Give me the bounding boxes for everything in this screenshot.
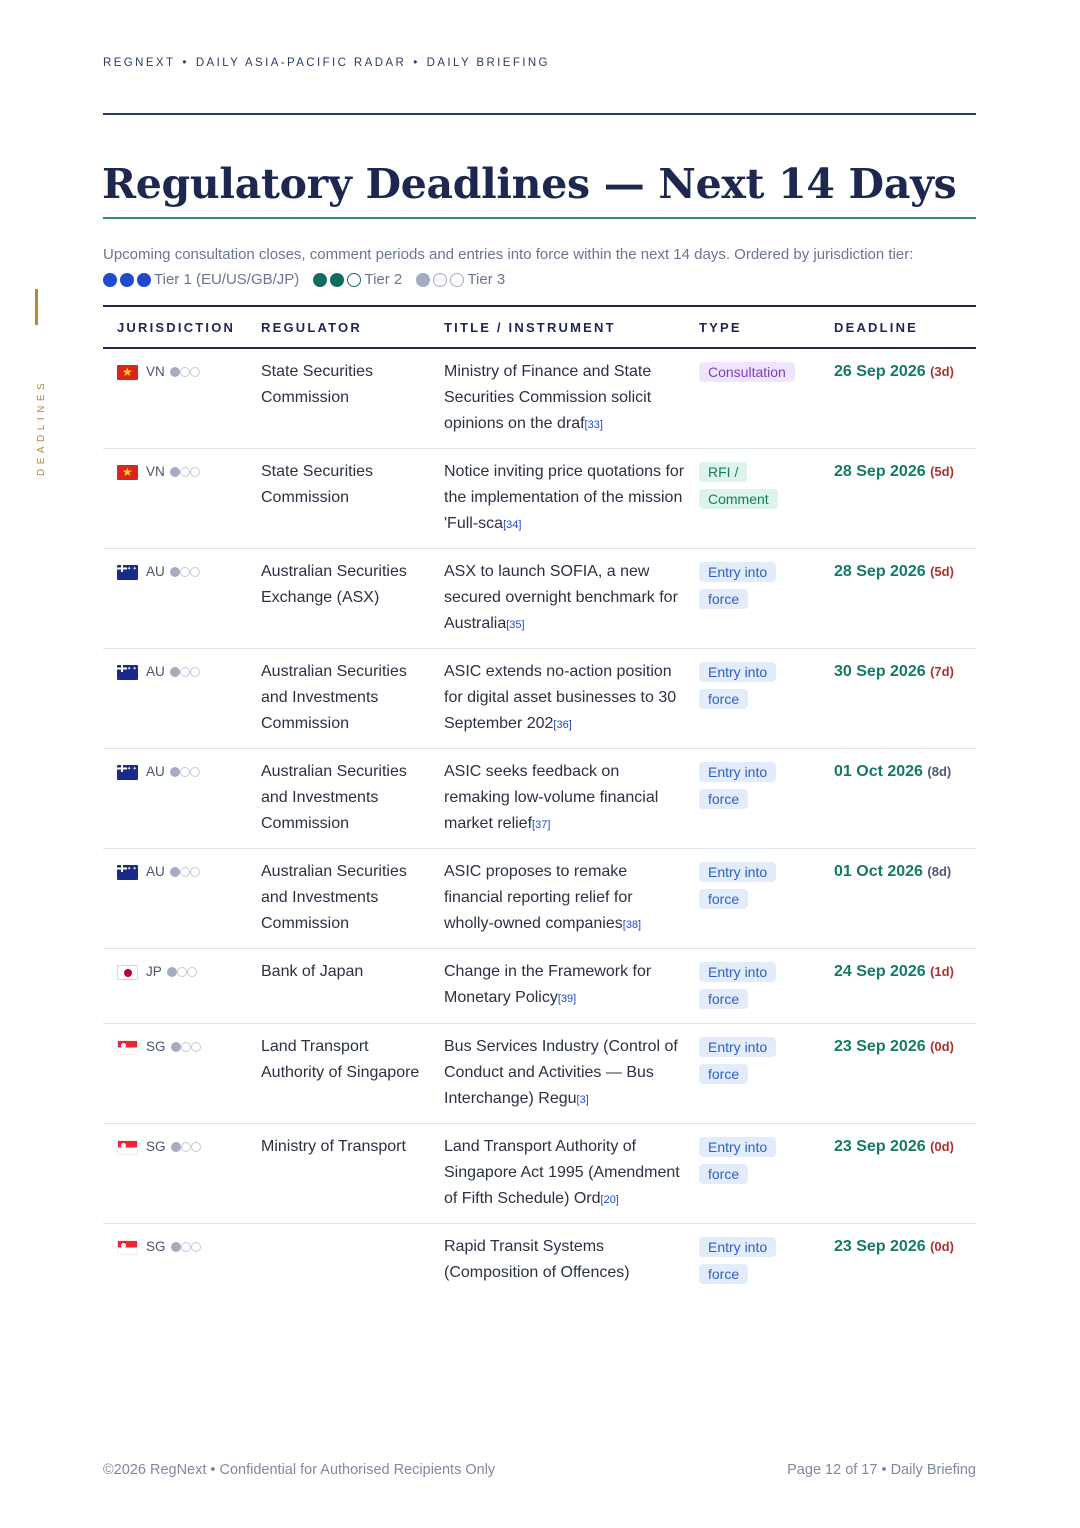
- tier-indicator: [170, 767, 200, 777]
- cell-type: [685, 1124, 820, 1224]
- tier-dot-empty-icon: [181, 1142, 191, 1152]
- tier-dot-empty-icon: [190, 867, 200, 877]
- table-body: [103, 348, 976, 1298]
- table-row: [103, 649, 976, 749]
- tier-dot-empty-icon: [180, 567, 190, 577]
- jurisdiction-code: AU: [146, 864, 165, 879]
- cell-title: [430, 849, 685, 949]
- days-remaining: (0d): [930, 1139, 954, 1154]
- type-badge: Entry into force: [699, 662, 776, 709]
- days-remaining: (8d): [927, 764, 952, 779]
- citation-link[interactable]: [3]: [576, 1094, 589, 1106]
- vietnam-flag-icon: [117, 365, 138, 380]
- jurisdiction: [117, 1134, 247, 1160]
- cell-regulator: Australian Securities and Investments Commission: [261, 763, 407, 832]
- singapore-flag-icon: [117, 1140, 138, 1155]
- footer-page-info: Page 12 of 17 • Daily Briefing: [787, 1462, 976, 1478]
- cell-type: [685, 1224, 820, 1299]
- japan-flag-icon: [117, 965, 138, 980]
- days-remaining: (3d): [930, 364, 954, 379]
- instrument-title: Ministry of Finance and State Securities Commission solicit opinions on the draf: [444, 363, 652, 432]
- days-remaining: (0d): [930, 1039, 954, 1054]
- jurisdiction-code: JP: [146, 964, 162, 979]
- intro-description: Upcoming consultation closes, comment periods and entries into force within the next 14 days. Ordered by jurisdiction tier:: [103, 246, 914, 263]
- tier-dot-empty-icon: [190, 667, 200, 677]
- instrument-title: ASIC proposes to remake financial reporting relief for wholly-owned companies: [444, 863, 633, 932]
- cell-title: [430, 1124, 685, 1224]
- cell-jurisdiction: [103, 949, 247, 1024]
- column-header-regulator: REGULATOR: [261, 319, 362, 335]
- legend-tier-1: [103, 267, 299, 292]
- intro-text: [103, 242, 983, 295]
- legend-tier-2: [313, 267, 402, 292]
- citation-link[interactable]: [36]: [553, 719, 572, 731]
- tier-dot-empty-icon: [433, 273, 447, 287]
- jurisdiction: [117, 559, 247, 585]
- jurisdiction-code: AU: [146, 664, 165, 679]
- tier-dot-empty-icon: [347, 273, 361, 287]
- cell-deadline: [820, 849, 976, 949]
- cell-regulator: State Securities Commission: [261, 463, 374, 506]
- cell-regulator: State Securities Commission: [261, 363, 374, 406]
- cell-type: [685, 549, 820, 649]
- instrument-title: ASIC extends no-action position for digital asset businesses to 30 September 202: [444, 663, 677, 732]
- cell-title: [430, 549, 685, 649]
- tier-dot-icon: [120, 273, 134, 287]
- days-remaining: (7d): [930, 664, 954, 679]
- cell-deadline: [820, 949, 976, 1024]
- section-side-label: DEADLINES: [36, 378, 47, 476]
- tier-indicator: [170, 667, 200, 677]
- type-badge: Entry into force: [699, 862, 776, 909]
- tier-dot-icon: [170, 567, 180, 577]
- deadline-date: 23 Sep 2026: [834, 1038, 926, 1055]
- deadline-date: 28 Sep 2026: [834, 463, 926, 480]
- jurisdiction: [117, 959, 247, 985]
- tier-dot-icon: [167, 967, 177, 977]
- cell-type: [685, 849, 820, 949]
- type-badge: Consultation: [699, 362, 795, 382]
- tier-dot-icon: [103, 273, 117, 287]
- cell-deadline: [820, 749, 976, 849]
- cell-jurisdiction: [103, 348, 247, 449]
- australia-flag-icon: [117, 865, 138, 880]
- singapore-flag-icon: [117, 1240, 138, 1255]
- tier-indicator: [170, 367, 200, 377]
- tier-dot-empty-icon: [190, 367, 200, 377]
- citation-link[interactable]: [37]: [532, 819, 551, 831]
- deadline-date: 28 Sep 2026: [834, 563, 926, 580]
- table-row: [103, 749, 976, 849]
- table-row: [103, 449, 976, 549]
- column-header-title: TITLE / INSTRUMENT: [444, 319, 616, 335]
- tier-dot-icon: [330, 273, 344, 287]
- column-header-jurisdiction: JURISDICTION: [117, 319, 236, 335]
- instrument-title: Change in the Framework for Monetary Policy: [444, 963, 652, 1006]
- cell-jurisdiction: [103, 1024, 247, 1124]
- table-row: [103, 549, 976, 649]
- deadline-date: 24 Sep 2026: [834, 963, 926, 980]
- cell-title: [430, 949, 685, 1024]
- instrument-title: ASIC seeks feedback on remaking low-volume financial market relief: [444, 763, 659, 832]
- days-remaining: (5d): [930, 464, 954, 479]
- citation-link[interactable]: [38]: [622, 919, 642, 931]
- jurisdiction: [117, 459, 247, 485]
- cell-regulator: Australian Securities and Investments Commission: [261, 663, 407, 732]
- tier-dot-icon: [171, 1242, 181, 1252]
- tier-dot-empty-icon: [181, 1242, 191, 1252]
- tier-dot-icon: [170, 467, 180, 477]
- cell-title: [430, 749, 685, 849]
- jurisdiction-code: AU: [146, 764, 165, 779]
- instrument-title: Rapid Transit Systems (Composition of Offences): [444, 1238, 630, 1281]
- tier-dot-empty-icon: [190, 567, 200, 577]
- header-publication: DAILY ASIA-PACIFIC RADAR: [195, 57, 407, 69]
- tier-dot-icon: [170, 667, 180, 677]
- citation-link[interactable]: [33]: [584, 419, 603, 431]
- tier-dot-icon: [170, 867, 180, 877]
- cell-jurisdiction: [103, 1124, 247, 1224]
- deadline-date: 23 Sep 2026: [834, 1138, 926, 1155]
- vietnam-flag-icon: [117, 465, 138, 480]
- citation-link[interactable]: [39]: [557, 993, 577, 1005]
- header-edition: DAILY BRIEFING: [426, 57, 550, 69]
- deadline-date: 30 Sep 2026: [834, 663, 926, 680]
- type-badge: RFI / Comment: [699, 462, 778, 509]
- tier-dot-icon: [170, 767, 180, 777]
- jurisdiction-code: SG: [146, 1239, 166, 1254]
- cell-deadline: [820, 549, 976, 649]
- tier-dot-empty-icon: [187, 967, 197, 977]
- table-row: [103, 348, 976, 449]
- tier-dot-icon: [416, 273, 430, 287]
- header-separator: •: [413, 57, 420, 69]
- tier-dot-icon: [170, 367, 180, 377]
- tier-indicator: [171, 1242, 201, 1252]
- tier-indicator: [171, 1142, 201, 1152]
- cell-title: [430, 1024, 685, 1124]
- header-brand: REGNEXT: [103, 57, 176, 69]
- tier-dot-empty-icon: [191, 1042, 201, 1052]
- type-badge: Entry into force: [699, 962, 776, 1009]
- jurisdiction-code: SG: [146, 1139, 166, 1154]
- tier-dot-empty-icon: [190, 467, 200, 477]
- column-header-deadline: DEADLINE: [834, 319, 919, 335]
- type-badge: Entry into force: [699, 1137, 776, 1184]
- page-header: [103, 57, 550, 69]
- page-title: Regulatory Deadlines — Next 14 Days: [102, 160, 957, 208]
- days-remaining: (8d): [927, 864, 952, 879]
- tier-dot-empty-icon: [177, 967, 187, 977]
- citation-link[interactable]: [20]: [600, 1194, 619, 1206]
- tier-dot-icon: [171, 1042, 181, 1052]
- type-badge: Entry into force: [699, 562, 776, 609]
- singapore-flag-icon: [117, 1040, 138, 1055]
- jurisdiction: [117, 859, 247, 885]
- table-row: [103, 1124, 976, 1224]
- tier-dot-empty-icon: [180, 867, 190, 877]
- cell-regulator: Australian Securities Exchange (ASX): [261, 563, 407, 606]
- cell-jurisdiction: [103, 549, 247, 649]
- cell-title: [430, 348, 685, 449]
- cell-regulator: Bank of Japan: [261, 963, 364, 980]
- jurisdiction-code: VN: [146, 364, 165, 379]
- citation-link[interactable]: [34]: [503, 519, 522, 531]
- deadlines-table: [103, 305, 976, 1298]
- days-remaining: (0d): [930, 1239, 954, 1254]
- table-header: [103, 306, 976, 348]
- cell-title: [430, 1224, 685, 1299]
- cell-type: [685, 749, 820, 849]
- cell-title: [430, 449, 685, 549]
- cell-jurisdiction: [103, 849, 247, 949]
- jurisdiction-code: VN: [146, 464, 165, 479]
- tier-indicator: [170, 567, 200, 577]
- tier-indicator: [170, 867, 200, 877]
- cell-jurisdiction: [103, 449, 247, 549]
- tier-dot-icon: [313, 273, 327, 287]
- cell-deadline: [820, 348, 976, 449]
- days-remaining: (5d): [930, 564, 954, 579]
- deadline-date: 26 Sep 2026: [834, 363, 926, 380]
- type-badge: Entry into force: [699, 1037, 776, 1084]
- tier-indicator: [171, 1042, 201, 1052]
- jurisdiction-code: SG: [146, 1039, 166, 1054]
- days-remaining: (1d): [930, 964, 954, 979]
- deadline-date: 01 Oct 2026: [834, 863, 923, 880]
- cell-deadline: [820, 1024, 976, 1124]
- jurisdiction: [117, 759, 247, 785]
- table-row: [103, 949, 976, 1024]
- table-row: [103, 1024, 976, 1124]
- cell-type: [685, 949, 820, 1024]
- type-badge: Entry into force: [699, 1237, 776, 1284]
- legend-tier-3-label: Tier 3: [467, 271, 506, 288]
- tier-dot-empty-icon: [191, 1242, 201, 1252]
- cell-jurisdiction: [103, 649, 247, 749]
- header-separator: •: [182, 57, 189, 69]
- deadline-date: 23 Sep 2026: [834, 1238, 926, 1255]
- cell-deadline: [820, 1224, 976, 1299]
- tier-dot-icon: [137, 273, 151, 287]
- cell-regulator: Ministry of Transport: [261, 1138, 406, 1155]
- cell-deadline: [820, 649, 976, 749]
- cell-title: [430, 649, 685, 749]
- cell-jurisdiction: [103, 1224, 247, 1299]
- cell-regulator: Australian Securities and Investments Commission: [261, 863, 407, 932]
- instrument-title: Bus Services Industry (Control of Conduct and Activities — Bus Interchange) Regu: [444, 1038, 678, 1107]
- tier-dot-empty-icon: [181, 1042, 191, 1052]
- cell-regulator: Land Transport Authority of Singapore: [261, 1038, 420, 1081]
- cell-jurisdiction: [103, 749, 247, 849]
- type-badge: Entry into force: [699, 762, 776, 809]
- cell-deadline: [820, 1124, 976, 1224]
- cell-type: [685, 449, 820, 549]
- legend-tier-2-label: Tier 2: [364, 271, 403, 288]
- tier-indicator: [170, 467, 200, 477]
- instrument-title: Notice inviting price quotations for the implementation of the mission 'Full-sca: [444, 463, 685, 532]
- australia-flag-icon: [117, 765, 138, 780]
- jurisdiction: [117, 359, 247, 385]
- jurisdiction-code: AU: [146, 564, 165, 579]
- cell-type: [685, 348, 820, 449]
- tier-dot-icon: [171, 1142, 181, 1152]
- instrument-title: ASX to launch SOFIA, a new secured overnight benchmark for Australia: [444, 563, 678, 632]
- tier-dot-empty-icon: [190, 767, 200, 777]
- jurisdiction: [117, 1034, 247, 1060]
- cell-type: [685, 649, 820, 749]
- header-divider: [103, 113, 976, 115]
- tier-indicator: [167, 967, 197, 977]
- cell-type: [685, 1024, 820, 1124]
- tier-dot-empty-icon: [180, 767, 190, 777]
- table-row: [103, 1224, 976, 1299]
- australia-flag-icon: [117, 665, 138, 680]
- deadline-date: 01 Oct 2026: [834, 763, 923, 780]
- instrument-title: Land Transport Authority of Singapore Act 1995 (Amendment of Fifth Schedule) Ord: [444, 1138, 680, 1207]
- title-divider: [103, 217, 976, 219]
- jurisdiction: [117, 659, 247, 685]
- australia-flag-icon: [117, 565, 138, 580]
- jurisdiction: [117, 1234, 247, 1260]
- tier-dot-empty-icon: [450, 273, 464, 287]
- footer-copyright: ©2026 RegNext • Confidential for Authorised Recipients Only: [103, 1462, 496, 1478]
- tier-dot-empty-icon: [191, 1142, 201, 1152]
- legend-tier-3: [416, 267, 505, 292]
- tier-dot-empty-icon: [180, 667, 190, 677]
- table-row: [103, 849, 976, 949]
- section-marker-bar: [35, 289, 38, 325]
- tier-dot-empty-icon: [180, 367, 190, 377]
- cell-regulator: [247, 1224, 430, 1299]
- legend-tier-1-label: Tier 1 (EU/US/GB/JP): [154, 271, 300, 288]
- column-header-type: TYPE: [699, 319, 742, 335]
- citation-link[interactable]: [35]: [506, 619, 525, 631]
- tier-dot-empty-icon: [180, 467, 190, 477]
- cell-deadline: [820, 449, 976, 549]
